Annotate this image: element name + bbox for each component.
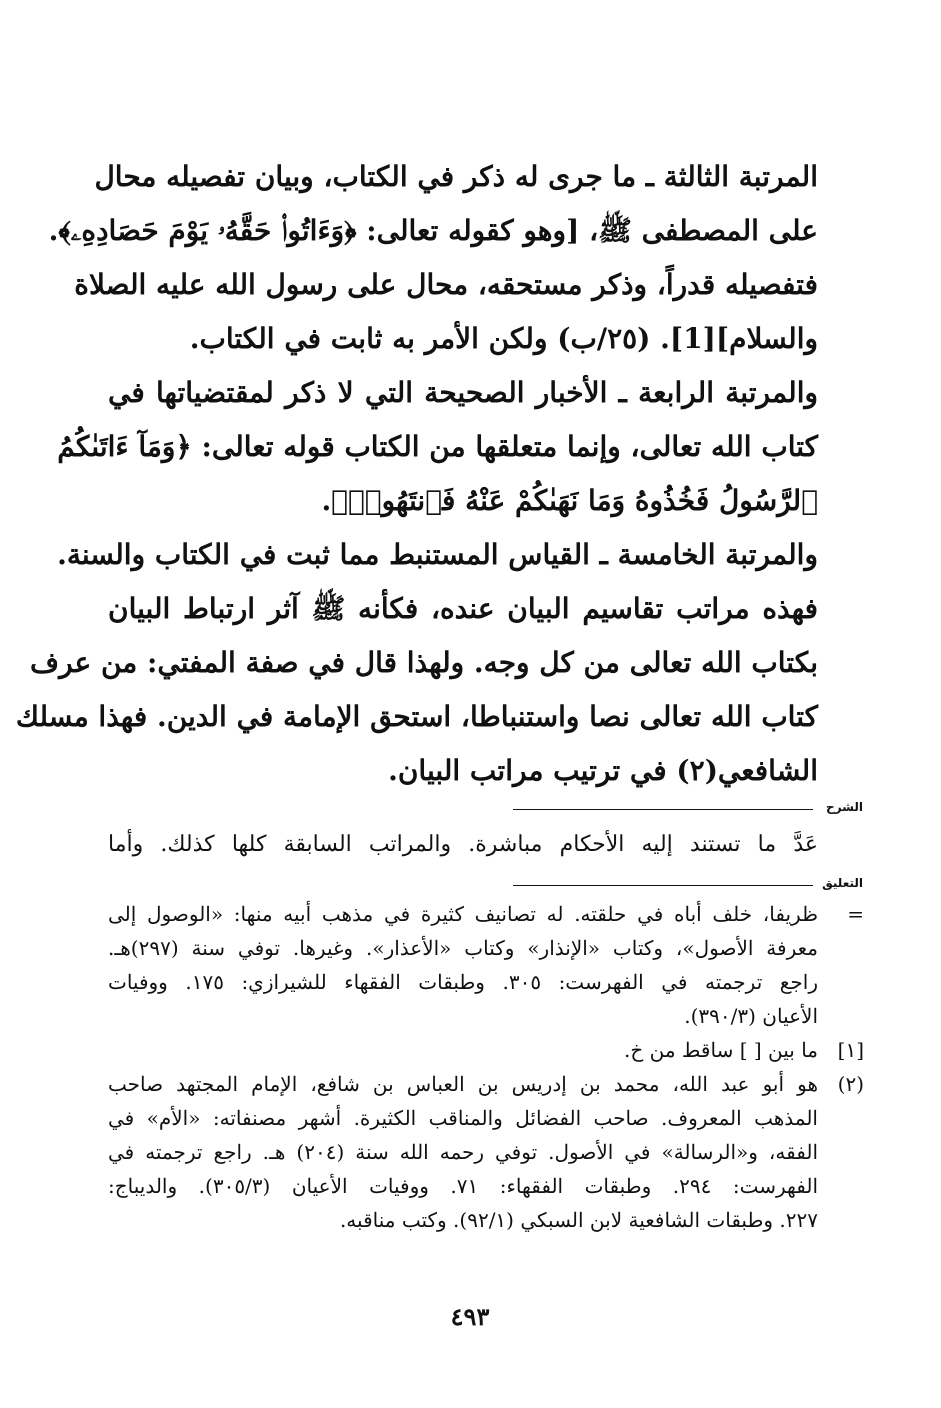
footnote-marker: [١] xyxy=(837,1038,864,1062)
main-line: بكتاب الله تعالى من كل وجه. ولهذا قال في صفة المفتي: من عرف xyxy=(30,646,818,679)
continuation-marker: = xyxy=(847,902,864,926)
footnote-text: ما بين [ ] ساقط من خ. xyxy=(624,1038,818,1062)
main-line: والمرتبة الخامسة ـ القياس المستنبط مما ثبت في الكتاب والسنة. xyxy=(57,538,818,571)
page-number: ٤٩٣ xyxy=(450,1302,490,1331)
sharh-text: عَدَّ ما تستند إليه الأحكام مباشرة. والمراتب السابقة كلها كذلك. وأما xyxy=(108,832,818,857)
footnote-line: الأعيان (٣٩٠/٣). xyxy=(684,1004,818,1028)
footnote-line: راجع ترجمته في الفهرست: ٣٠٥. وطبقات الفقهاء للشيرازي: ١٧٥. ووفيات xyxy=(108,970,818,994)
sharh-separator xyxy=(108,800,863,820)
main-line: كتاب الله تعالى نصا واستنباطا، استحق الإمامة في الدين. فهذا مسلك xyxy=(15,700,818,733)
main-line: المرتبة الثالثة ـ ما جرى له ذكر في الكتاب، وبيان تفصيله محال xyxy=(94,160,818,193)
separator-rule xyxy=(513,809,813,810)
main-line: على المصطفى ﷺ، [وهو كقوله تعالى: ﴿وَءَاتُوا۟ حَقَّهُۥ يَوْمَ حَصَادِهِۦ﴾. xyxy=(48,214,818,247)
main-line: والسلام][1]. (٢٥/ب) ولكن الأمر به ثابت في الكتاب. xyxy=(189,322,818,355)
main-text xyxy=(15,150,818,798)
footnote-text: ظريفا، خلف أباه في حلقته. له تصانيف كثيرة في مذهب أبيه منها: «الوصول إلى xyxy=(108,902,818,926)
footnote-text: هو أبو عبد الله، محمد بن إدريس بن العباس بن شافع، الإمام المجتهد صاحب xyxy=(108,1072,818,1096)
separator-rule xyxy=(513,885,813,886)
main-line: الشافعي(٢) في ترتيب مراتب البيان. xyxy=(388,754,818,787)
footnote-line: الفقه، و«الرسالة» في الأصول. توفي رحمه الله سنة (٢٠٤) هـ. راجع ترجمته في xyxy=(108,1140,818,1164)
sharh-label: الشرح xyxy=(826,800,863,814)
main-line: كتاب الله تعالى، وإنما متعلقها من الكتاب قوله تعالى: ﴿وَمَآ ءَاتَىٰكُمُ xyxy=(57,430,818,463)
footnote-line xyxy=(108,1067,864,1101)
taliq-separator xyxy=(108,876,863,896)
footnote-line: معرفة الأصول»، وكتاب «الإنذار» وكتاب «الأعذار». وغيرها. توفي سنة (٢٩٧)هـ. xyxy=(108,936,818,960)
footnote-line: ٢٢٧. وطبقات الشافعية لابن السبكي (٩٢/١). وكتب مناقبه. xyxy=(339,1208,818,1232)
footnote-line xyxy=(108,1033,864,1067)
footnote-line: المذهب المعروف. صاحب الفضائل والمناقب الكثيرة. أشهر مصنفاته: «الأم» في xyxy=(108,1106,818,1130)
taliq-label: التعليق xyxy=(822,876,863,890)
main-line: فتفصيله قدراً، وذكر مستحقه، محال على رسول الله عليه الصلاة xyxy=(74,268,818,301)
footnote-marker: (٢) xyxy=(837,1072,864,1096)
footnotes xyxy=(108,897,864,1237)
main-line: ٱلرَّسُولُ فَخُذُوهُ وَمَا نَهَىٰكُمْ عَنْهُ فَٱنتَهُوا۟﴾. xyxy=(321,484,818,517)
footnote-line: الفهرست: ٢٩٤. وطبقات الفقهاء: ٧١. ووفيات الأعيان (٣٠٥/٣). والديباج: xyxy=(108,1174,819,1198)
main-line: والمرتبة الرابعة ـ الأخبار الصحيحة التي لا ذكر لمقتضياتها في xyxy=(108,376,818,409)
footnote-line xyxy=(108,897,864,931)
main-line: فهذه مراتب تقاسيم البيان عنده، فكأنه ﷺ آثر ارتباط البيان xyxy=(108,592,818,625)
